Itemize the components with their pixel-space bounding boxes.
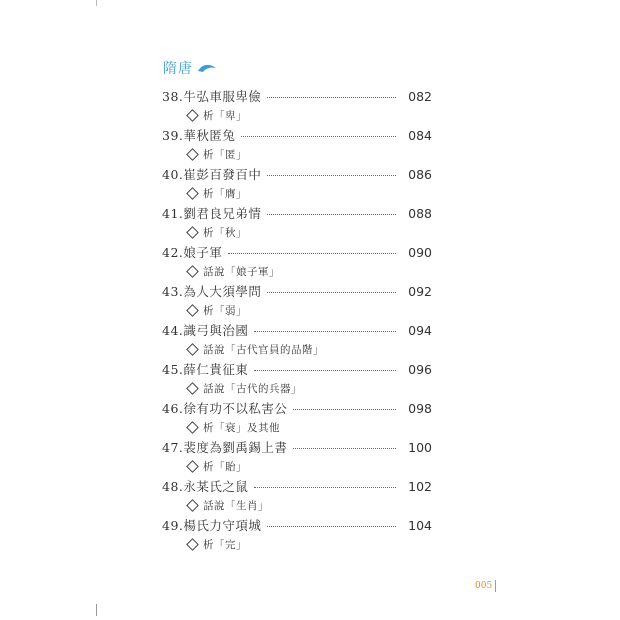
dot-leader [293,447,396,449]
toc-entry[interactable] [162,87,432,126]
diamond-icon [186,148,199,161]
subentry-text: 話說「娘子軍」 [203,265,280,278]
dot-leader [293,408,396,410]
toc-entry[interactable] [162,360,432,399]
toc-entry-row [162,321,432,340]
entry-page-number: 098 [408,401,432,416]
dot-leader [228,252,396,254]
diamond-icon [186,538,199,551]
toc-entry[interactable] [162,165,432,204]
crop-mark [96,0,97,6]
toc-entry-row [162,282,432,301]
dot-leader [267,291,396,293]
toc-entry-row [162,438,432,457]
toc-subentry [162,418,432,436]
entry-title: 41.劉君良兄弟情 [162,206,262,221]
toc-subentry [162,496,432,514]
entry-page-number: 086 [408,167,432,182]
dot-leader [254,369,396,371]
subentry-text: 析「衰」及其他 [203,421,280,434]
diamond-icon [186,304,199,317]
toc-entry-row [162,87,432,106]
entry-title: 40.崔彭百發百中 [162,167,262,182]
dot-leader [267,174,396,176]
subentry-text: 話說「古代的兵器」 [203,382,302,395]
dot-leader [241,135,396,137]
toc-subentry [162,223,432,241]
entry-title: 43.為人大須學問 [162,284,262,299]
subentry-text: 析「卑」 [203,109,247,122]
dot-leader [267,213,396,215]
toc-entry[interactable] [162,438,432,477]
toc-entry[interactable] [162,321,432,360]
dot-leader [254,486,396,488]
subentry-text: 析「弱」 [203,304,247,317]
subentry-text: 話說「古代官員的品階」 [203,343,324,356]
wave-icon [197,62,217,74]
subentry-text: 析「貽」 [203,460,247,473]
toc-entry-row [162,477,432,496]
toc-entry-row [162,204,432,223]
toc-subentry [162,340,432,358]
diamond-icon [186,499,199,512]
entry-page-number: 084 [408,128,432,143]
toc-entry[interactable] [162,243,432,282]
entry-page-number: 088 [408,206,432,221]
page-folio [475,580,496,592]
diamond-icon [186,109,199,122]
toc-entry-row [162,516,432,535]
diamond-icon [186,460,199,473]
toc-entry[interactable] [162,516,432,555]
toc-entry-row [162,399,432,418]
entry-title: 46.徐有功不以私害公 [162,401,288,416]
subentry-text: 話說「生肖」 [203,499,269,512]
section-header [163,57,217,79]
entry-title: 47.裴度為劉禹錫上書 [162,440,288,455]
toc-entry-row [162,126,432,145]
toc-subentry [162,262,432,280]
toc-subentry [162,184,432,202]
toc-subentry [162,106,432,124]
entry-page-number: 082 [408,89,432,104]
toc-entry[interactable] [162,126,432,165]
entry-title: 44.識弓與治國 [162,323,249,338]
entry-page-number: 092 [408,284,432,299]
diamond-icon [186,187,199,200]
toc-entry-row [162,165,432,184]
diamond-icon [186,382,199,395]
entry-page-number: 104 [408,518,432,533]
toc-entry-row [162,243,432,262]
toc-entry-row [162,360,432,379]
toc-entry[interactable] [162,282,432,321]
toc-entry[interactable] [162,399,432,438]
entry-page-number: 090 [408,245,432,260]
diamond-icon [186,343,199,356]
diamond-icon [186,226,199,239]
entry-title: 42.娘子軍 [162,245,223,260]
entry-title: 45.薛仁貴征東 [162,362,249,377]
dot-leader [267,96,396,98]
entry-title: 49.楊氏力守項城 [162,518,262,533]
dot-leader [254,330,396,332]
entry-title: 48.永某氏之鼠 [162,479,249,494]
toc-entry[interactable] [162,477,432,516]
entry-title: 38.牛弘車服卑儉 [162,89,262,104]
toc-entry[interactable] [162,204,432,243]
folio-bar [495,580,496,592]
subentry-text: 析「膺」 [203,187,247,200]
crop-mark [96,604,97,616]
table-of-contents [162,87,432,555]
page-number: 005 [475,581,493,591]
toc-subentry [162,457,432,475]
entry-page-number: 100 [408,440,432,455]
entry-title: 39.華秋匿兔 [162,128,236,143]
dot-leader [267,525,396,527]
toc-subentry [162,145,432,163]
entry-page-number: 102 [408,479,432,494]
toc-subentry [162,535,432,553]
subentry-text: 析「秋」 [203,226,247,239]
diamond-icon [186,421,199,434]
subentry-text: 析「匿」 [203,148,247,161]
toc-subentry [162,379,432,397]
entry-page-number: 094 [408,323,432,338]
diamond-icon [186,265,199,278]
subentry-text: 析「完」 [203,538,247,551]
section-title: 隋唐 [163,61,193,77]
toc-subentry [162,301,432,319]
entry-page-number: 096 [408,362,432,377]
